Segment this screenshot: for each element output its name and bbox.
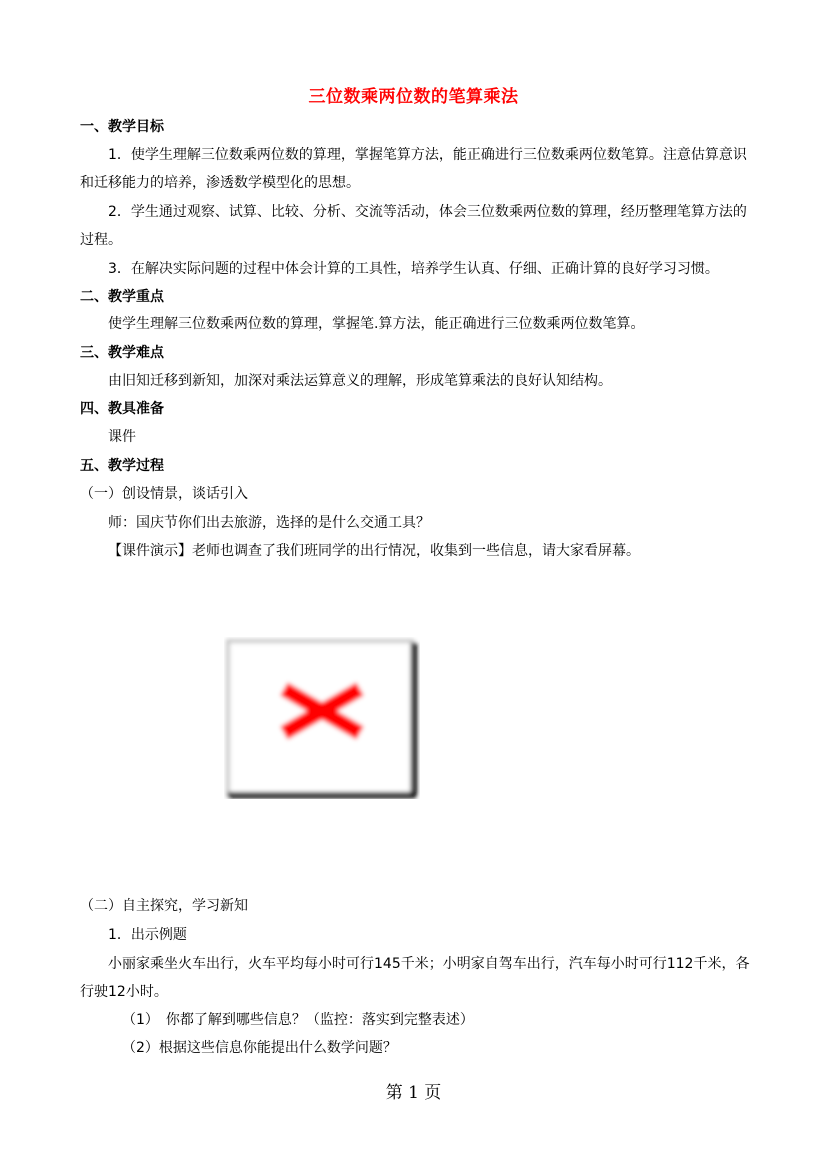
question-1: （1） 你都了解到哪些信息？（监控：落实到完整表述） [122,1012,474,1028]
objective-item-3-text: 3．在解决实际问题的过程中体会计算的工具性，培养学生认真、仔细、正确计算的良好学习习惯。 [108,261,719,277]
example-problem [80,950,750,1006]
section-heading-materials: 四、教具准备 [80,401,164,417]
process-part-2-heading: （二）自主探究，学习新知 [80,898,248,914]
objective-item-2-text: 2．学生通过观察、试算、比较、分析、交流等活动，体会三位数乘两位数的算理，经历整理笔算方法的过程。 [80,204,747,248]
objective-item-1-text: 1．使学生理解三位数乘两位数的算理，掌握笔算方法，能正确进行三位数乘两位数笔算。注意估算意识和迁移能力的培养，渗透数学模型化的思想。 [80,147,747,191]
section-heading-key-points: 二、教学重点 [80,289,164,305]
materials-text: 课件 [108,429,136,445]
objective-item-3 [80,255,750,283]
example-problem-text: 小丽家乘坐火车出行，火车平均每小时可行145千米；小明家自驾车出行，汽车每小时可行112千米，各行驶12小时。 [80,956,750,1000]
objective-item-1 [80,141,750,197]
broken-image-icon [224,637,420,799]
section-heading-process: 五、教学过程 [80,458,164,474]
difficulties-text: 由旧知迁移到新知，加深对乘法运算意义的理解，形成笔算乘法的良好认知结构。 [108,373,612,389]
process-part-1-line-2: 【课件演示】老师也调查了我们班同学的出行情况，收集到一些信息，请大家看屏幕。 [108,543,640,559]
process-part-1-heading: （一）创设情景，谈话引入 [80,486,248,502]
process-part-2-subheading: 1．出示例题 [108,927,187,943]
document-title: 三位数乘两位数的笔算乘法 [308,87,519,107]
section-heading-difficulties: 三、教学难点 [80,345,164,361]
question-2: （2）根据这些信息你能提出什么数学问题？ [122,1040,397,1056]
key-points-text: 使学生理解三位数乘两位数的算理，掌握笔.算方法，能正确进行三位数乘两位数笔算。 [108,316,645,332]
process-part-1-line-1: 师：国庆节你们出去旅游，选择的是什么交通工具？ [108,515,430,531]
objective-item-2 [80,198,750,254]
section-heading-objectives: 一、教学目标 [80,119,164,135]
page-number: 第 1 页 [385,1083,442,1103]
